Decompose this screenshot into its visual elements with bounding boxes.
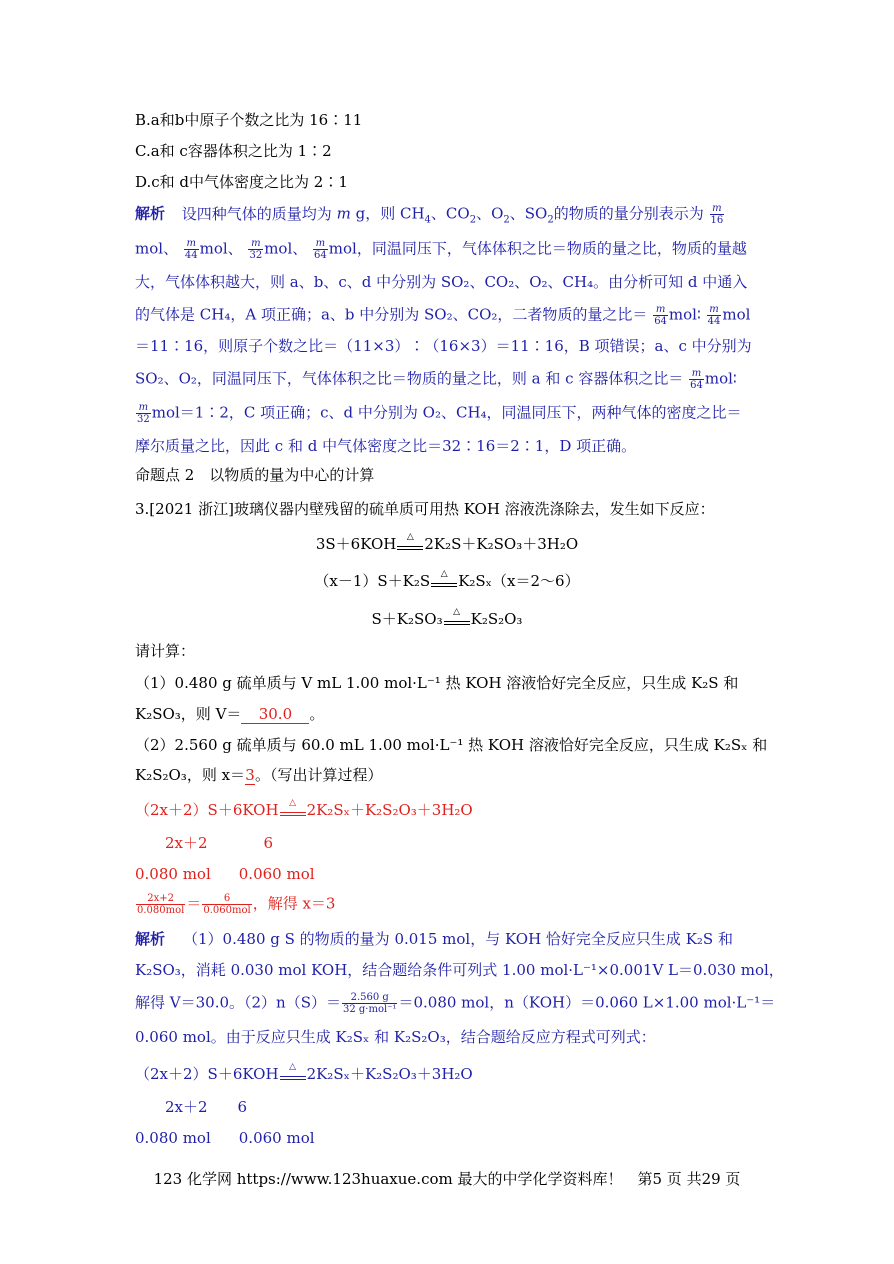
option-d: D.c和 d中气体密度之比为 2∶1 (135, 173, 348, 191)
heat-arrow: △ (430, 573, 458, 591)
analysis1-line3: 大，气体体积越大，则 a、b、c、d 中分别为 SO₂、CO₂、O₂、CH₄。由分析可知 d 中通入 (135, 273, 748, 291)
analysis-label: 解析 (135, 930, 166, 948)
analysis2-line3: 解得 V＝30.0。（2）n（S）＝ $\frac{2.560 g}{\text{32 g·mol⁻¹}}$ ＝0.080 mol，n（KOH）＝0.060 L×1.00 mol·L⁻¹＝ (135, 992, 776, 1015)
part1-line2: K₂SO₃，则 V＝ 30.0 。 (135, 705, 325, 723)
fraction-m-64: $\frac{m}{64}$ (314, 238, 327, 261)
heat-arrow: △ (279, 802, 307, 820)
answer-coefficients: 2x＋2 6 (165, 834, 274, 852)
answer-proportion: $\frac{2x+2}{\text{0.080mol}}$ ＝ $\frac{6}{\text{0.060mol}}$ ，解得 x＝3 (137, 893, 336, 916)
fraction-m-44: $\frac{m}{44}$ (707, 304, 721, 327)
analysis2-line2: K₂SO₃，消耗 0.030 mol KOH，结合题给条件可列式 1.00 mol·L⁻¹×0.001V L＝0.030 mol， (135, 961, 784, 979)
fraction-mass-molar: $\frac{2.560 g}{\text{32 g·mol⁻¹}}$ (342, 992, 397, 1015)
part1-line1: （1）0.480 g 硫单质与 V mL 1.00 mol·L⁻¹ 热 KOH 溶液恰好完全反应，只生成 K₂S 和 (135, 674, 739, 692)
page-footer: 123 化学网 https://www.123huaxue.com 最大的中学化学资料库！ 第5 页 共29 页 (153, 1170, 741, 1188)
fraction-m-64: $\frac{m}{64}$ (654, 304, 667, 327)
fraction-m-32: $\frac{m}{32}$ (249, 238, 263, 261)
analysis1-line1: 解析 设四种气体的质量均为 m g，则 $CH_4$、$CO_2$、$O_2$、$SO_2$的物质的量分别表示为 $\frac{m}{16}$ (135, 203, 724, 226)
analysis2-moles: 0.080 mol 0.060 mol (135, 1129, 315, 1147)
fraction-m-32: $\frac{m}{32}$ (137, 402, 150, 425)
analysis1-line2: mol、 $\frac{m}{44}$ mol、 $\frac{m}{32}$ mol、 $\frac{m}{64}$ mol，同温同压下，气体体积之比＝物质的量之比，物质的量越 (135, 238, 747, 261)
part2-line1: （2）2.560 g 硫单质与 60.0 mL 1.00 mol·L⁻¹ 热 KOH 溶液恰好完全反应，只生成 K₂Sₓ 和 (135, 736, 768, 754)
fraction-m-64: $\frac{m}{64}$ (690, 368, 703, 391)
fraction-m-44: $\frac{m}{44}$ (184, 238, 198, 261)
equation-1: 3S＋6KOH △ 2K₂S＋K₂SO₃＋3H₂O (315, 532, 579, 553)
option-b: B.a和b中原子个数之比为 16∶11 (135, 111, 363, 129)
analysis1-line5: ＝11∶16，则原子个数之比＝（11×3）∶（16×3）＝11∶16，B 项错误；a、c 中分别为 (135, 337, 752, 355)
heat-arrow: △ (279, 1066, 307, 1084)
heat-arrow: △ (396, 536, 424, 554)
analysis1-line8: 摩尔质量之比，因此 c 和 d 中气体密度之比＝32∶16＝2∶1，D 项正确。 (135, 437, 637, 455)
option-c: C.a和 c容器体积之比为 1∶2 (135, 142, 332, 160)
heat-arrow: △ (443, 611, 471, 629)
fraction-m-16: $\frac{m}{16}$ (710, 203, 724, 226)
part2-line2: K₂S₂O₃，则 x＝3。（写出计算过程） (135, 766, 383, 784)
analysis1-line6: SO₂、O₂，同温同压下，气体体积之比＝物质的量之比，则 a 和 c 容器体积之比＝ $\frac{m}{64}$ mol∶ (135, 368, 737, 391)
analysis-label: 解析 (135, 204, 166, 223)
answer-blank-x: 3 (245, 766, 255, 784)
fraction-6-0060: $\frac{6}{\text{0.060mol}}$ (203, 893, 251, 916)
analysis2-line1: 解析 （1）0.480 g S 的物质的量为 0.015 mol，与 KOH 恰好完全反应只生成 K₂S 和 (135, 930, 733, 948)
question-stem: 3.[2021 浙江]玻璃仪器内壁残留的硫单质可用热 KOH 溶液洗涤除去，发生如下反应： (135, 500, 715, 518)
answer-moles: 0.080 mol 0.060 mol (135, 865, 315, 883)
topic-heading: 命题点 2 以物质的量为中心的计算 (135, 466, 375, 484)
analysis1-line4: 的气体是 CH₄，A 项正确；a、b 中分别为 SO₂、CO₂，二者物质的量之比＝ $\frac{m}{64}$ mol∶ $\frac{m}{44}$ mol (135, 304, 751, 327)
analysis2-line4: 0.060 mol。由于反应只生成 K₂Sₓ 和 K₂S₂O₃，结合题给反应方程式可列式： (135, 1028, 656, 1046)
fraction-2x2-0080: $\frac{2x+2}{\text{0.080mol}}$ (137, 893, 185, 916)
answer-blank-v: 30.0 (241, 706, 309, 724)
equation-3: S＋K₂SO₃ △ K₂S₂O₃ (371, 607, 523, 628)
analysis2-equation: （2x＋2）S＋6KOH △ 2K₂Sₓ＋K₂S₂O₃＋3H₂O (135, 1062, 473, 1083)
equation-2: （x－1）S＋K₂S △ K₂Sₓ（x＝2～6） (314, 569, 580, 590)
analysis1-line7: $\frac{m}{32}$ mol＝1∶2，C 项正确；c、d 中分别为 O₂、CH₄，同温同压下，两种气体的密度之比＝ (137, 402, 742, 425)
ask-label: 请计算： (135, 642, 196, 660)
analysis2-coefficients: 2x＋2 6 (165, 1098, 248, 1116)
answer-equation: （2x＋2）S＋6KOH △ 2K₂Sₓ＋K₂S₂O₃＋3H₂O (135, 798, 473, 819)
